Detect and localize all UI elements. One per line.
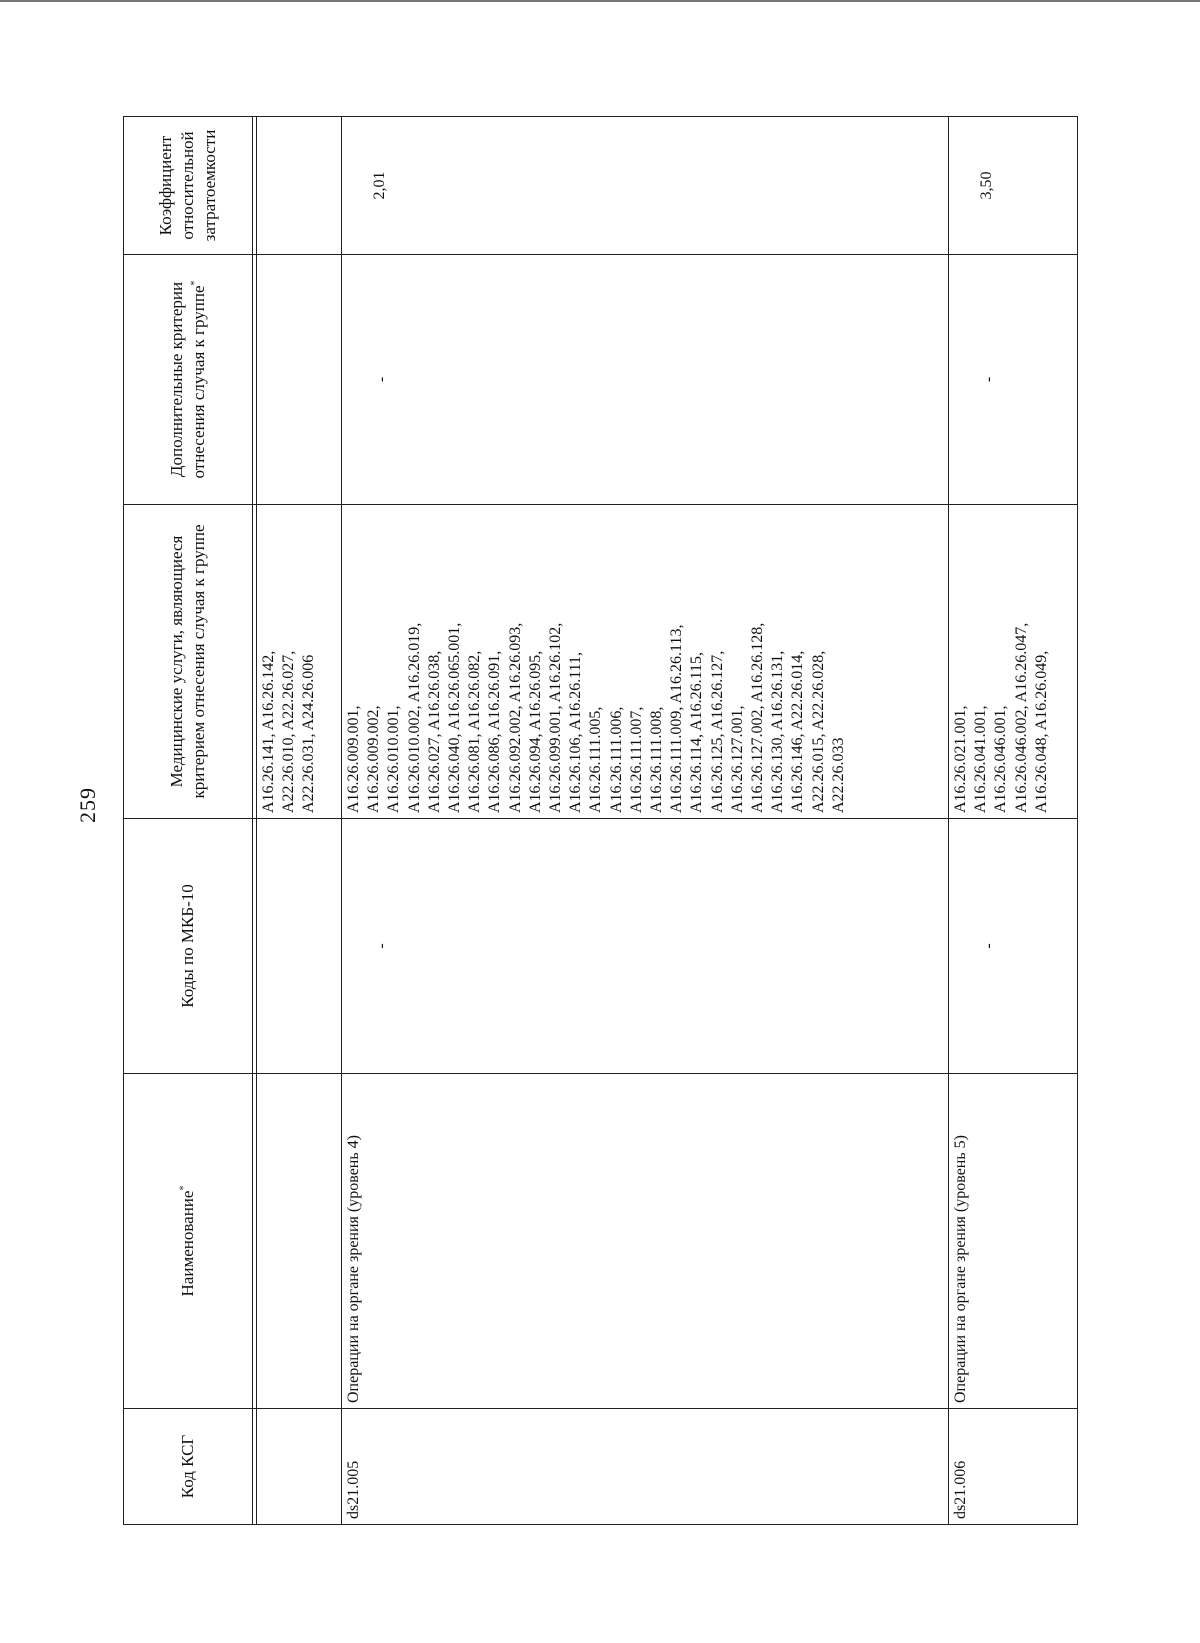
ksg-code: ds21.005	[342, 1409, 949, 1525]
service-code: A16.26.111.005,	[587, 706, 605, 813]
service-code: A16.26.010.002, A16.26.019,	[405, 622, 423, 813]
footnote-mark: *	[189, 280, 201, 286]
additional-criteria: -	[949, 255, 1078, 505]
service-code: A16.26.041.001,	[972, 705, 990, 813]
table-row	[342, 117, 949, 1525]
service-code: A22.26.033	[829, 737, 847, 813]
ksg-name: Операции на органе зрения (уровень 4)	[342, 1074, 949, 1409]
continuation-services	[257, 505, 342, 819]
service-code: A16.26.114, A16.26.115,	[688, 651, 706, 813]
service-code: A16.26.021.001,	[952, 705, 969, 813]
mkb-codes: -	[949, 819, 1078, 1074]
service-code: A16.26.111.007,	[627, 706, 645, 813]
header-name	[124, 1074, 253, 1409]
service-code: A16.26.130, A16.26.131,	[769, 650, 787, 813]
service-code: A16.26.094, A16.26.095,	[526, 650, 544, 813]
footnote-mark: *	[178, 1185, 190, 1191]
service-code: A16.26.111.006,	[607, 706, 625, 813]
service-code: A16.26.127.002, A16.26.128,	[749, 622, 767, 813]
header-row	[124, 117, 253, 1525]
header-ksg-code: Код КСГ	[124, 1409, 253, 1525]
service-code: A16.26.111.009, A16.26.113,	[668, 624, 686, 813]
header-name-text: Наименование	[178, 1190, 197, 1297]
service-code: A16.26.048, A16.26.049,	[1032, 650, 1050, 813]
service-code: A16.26.106, A16.26.111,	[567, 651, 585, 813]
service-code: A16.26.146, A22.26.014,	[789, 650, 807, 813]
coefficient: 2,01	[342, 117, 949, 255]
header-coefficient: Коэффициент относительной затратоемкости	[124, 117, 253, 255]
service-code: A16.26.092.002, A16.26.093,	[506, 622, 524, 813]
service-code: A22.26.031, A24.26.006	[300, 654, 318, 813]
header-services: Медицинские услуги, являющиеся критерием отнесения случая к группе	[124, 505, 253, 819]
mkb-codes: -	[342, 819, 949, 1074]
header-mkb: Коды по МКБ-10	[124, 819, 253, 1074]
service-code: A16.26.009.002,	[365, 705, 383, 813]
service-code: A16.26.081, A16.26.082,	[466, 650, 484, 813]
service-code: A16.26.086, A16.26.091,	[486, 650, 504, 813]
ksg-code: ds21.006	[949, 1409, 1078, 1525]
header-additional-text: Дополнительные критерии отнесения случая к группе	[167, 281, 208, 479]
ksg-name: Операции на органе зрения (уровень 5)	[949, 1074, 1078, 1409]
service-code: A16.26.009.001,	[345, 705, 362, 813]
service-list	[949, 505, 1078, 819]
continuation-row	[257, 117, 342, 1525]
additional-criteria: -	[342, 255, 949, 505]
header-additional	[124, 255, 253, 505]
service-list	[342, 505, 949, 819]
service-code: A16.26.046.001,	[992, 705, 1010, 813]
service-code: A16.26.099.001, A16.26.102,	[547, 622, 565, 813]
service-code: A16.26.010.001,	[385, 705, 403, 813]
service-code: A16.26.127.001,	[728, 705, 746, 813]
service-code: A16.26.046.002, A16.26.047,	[1012, 622, 1030, 813]
service-code: A16.26.111.008,	[648, 706, 666, 813]
service-code: A16.26.125, A16.26.127,	[708, 650, 726, 813]
service-code: A16.26.040, A16.26.065.001,	[446, 622, 464, 813]
service-code: A22.26.015, A22.26.028,	[809, 650, 827, 813]
coefficient: 3,50	[949, 117, 1078, 255]
ksg-table	[123, 116, 1078, 1525]
service-code: A22.26.010, A22.26.027,	[280, 650, 298, 813]
page-number: 259	[75, 787, 100, 823]
table-row	[949, 117, 1078, 1525]
service-code: A16.26.141, A16.26.142,	[260, 650, 277, 813]
service-code: A16.26.027, A16.26.038,	[425, 650, 443, 813]
